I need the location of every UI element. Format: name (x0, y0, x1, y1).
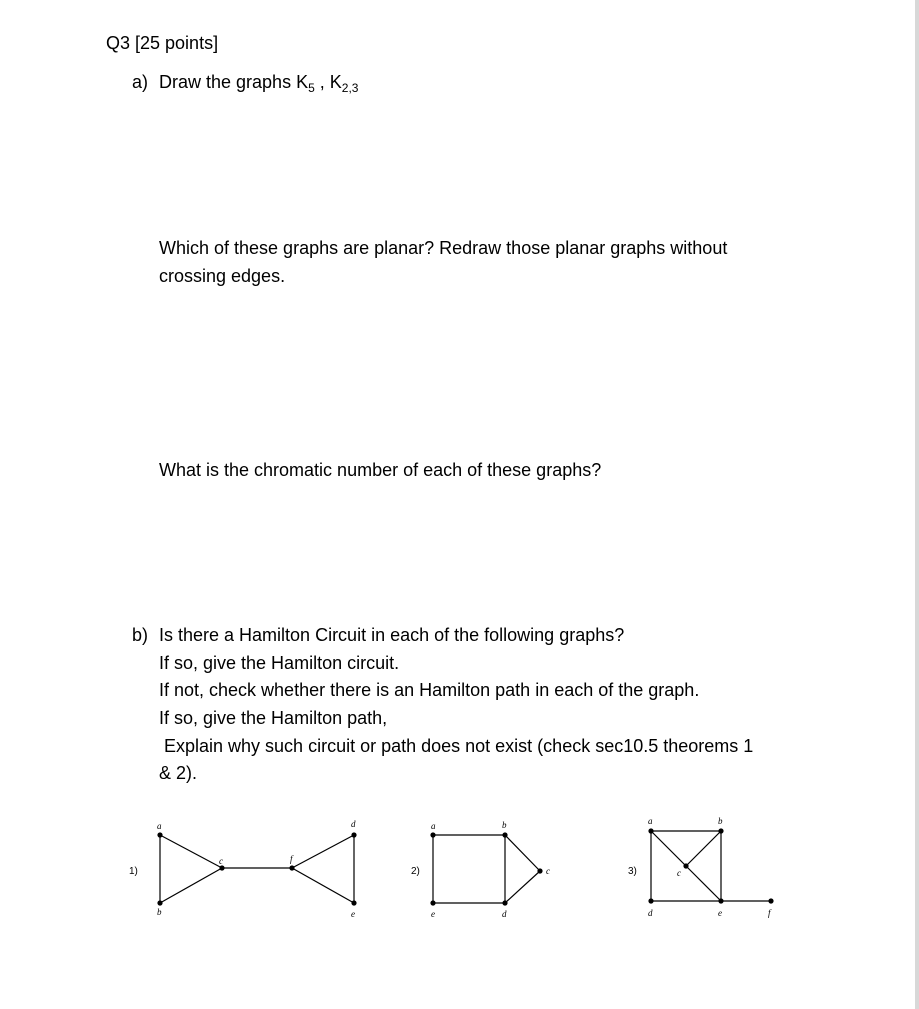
vertex-d (502, 900, 507, 905)
part-b-line6: & 2). (159, 763, 198, 783)
graph-1 (129, 819, 357, 919)
vertex-c (537, 868, 542, 873)
vertex-label-f: f (290, 854, 293, 864)
chromatic-question: What is the chromatic number of each of these graphs? (159, 460, 602, 480)
edge-d-c (505, 871, 540, 903)
edge-c-e (686, 866, 721, 901)
vertex-b (502, 832, 507, 837)
vertex-label-e: e (351, 909, 355, 919)
edge-b-c (505, 835, 540, 871)
edge-a-c (160, 835, 222, 868)
edge-f-e (292, 868, 354, 903)
vertex-e (351, 900, 356, 905)
vertex-label-d: d (648, 908, 653, 918)
vertex-label-e: e (431, 909, 435, 919)
graph-3-number: 3) (628, 866, 637, 877)
edge-b-c (160, 868, 222, 903)
vertex-d (351, 832, 356, 837)
vertex-label-b: b (718, 816, 723, 826)
part-a-separator: , K (314, 72, 342, 92)
vertex-label-e: e (718, 908, 722, 918)
vertex-label-b: b (502, 820, 507, 830)
vertex-a (648, 828, 653, 833)
part-b-line4: If so, give the Hamilton path, (159, 708, 388, 728)
planar-question-line1: Which of these graphs are planar? Redraw those planar graphs without (159, 238, 728, 258)
vertex-label-f: f (768, 908, 771, 918)
edge-f-d (292, 835, 354, 868)
vertex-c (219, 865, 224, 870)
vertex-a (157, 832, 162, 837)
vertex-e (430, 900, 435, 905)
vertex-label-b: b (157, 907, 162, 917)
vertex-b (157, 900, 162, 905)
part-a-prompt-text: Draw the graphs K (159, 72, 309, 92)
k5-subscript: 5 (308, 81, 315, 95)
part-b-line2: If so, give the Hamilton circuit. (159, 653, 400, 673)
question-header: Q3 [25 points] (106, 33, 219, 53)
vertex-f (768, 898, 773, 903)
part-b-marker: b) (132, 625, 149, 645)
vertex-label-d: d (502, 909, 507, 919)
graph-3 (628, 816, 774, 918)
vertex-label-c: c (677, 868, 681, 878)
part-b-line5: Explain why such circuit or path does not exist (check sec10.5 theorems 1 (164, 736, 754, 756)
part-a-marker: a) (132, 72, 149, 92)
vertex-d (648, 898, 653, 903)
part-b-line3: If not, check whether there is an Hamilton path in each of the graph. (159, 680, 700, 700)
graph-2 (411, 820, 550, 919)
k23-subscript: 2,3 (341, 81, 359, 95)
vertex-label-a: a (648, 816, 653, 826)
vertex-label-a: a (157, 821, 162, 831)
vertex-label-c: c (219, 856, 223, 866)
edge-c-b (686, 831, 721, 866)
vertex-c (683, 863, 688, 868)
planar-question-line2: crossing edges. (159, 266, 286, 286)
edge-a-c (651, 831, 686, 866)
vertex-e (718, 898, 723, 903)
graph-2-number: 2) (411, 866, 420, 877)
part-b-line1: Is there a Hamilton Circuit in each of the following graphs? (159, 625, 625, 645)
graph-1-number: 1) (129, 866, 138, 877)
vertex-b (718, 828, 723, 833)
vertex-label-a: a (431, 821, 436, 831)
vertex-label-d: d (351, 819, 356, 829)
vertex-f (289, 865, 294, 870)
vertex-label-c: c (546, 866, 550, 876)
vertex-a (430, 832, 435, 837)
